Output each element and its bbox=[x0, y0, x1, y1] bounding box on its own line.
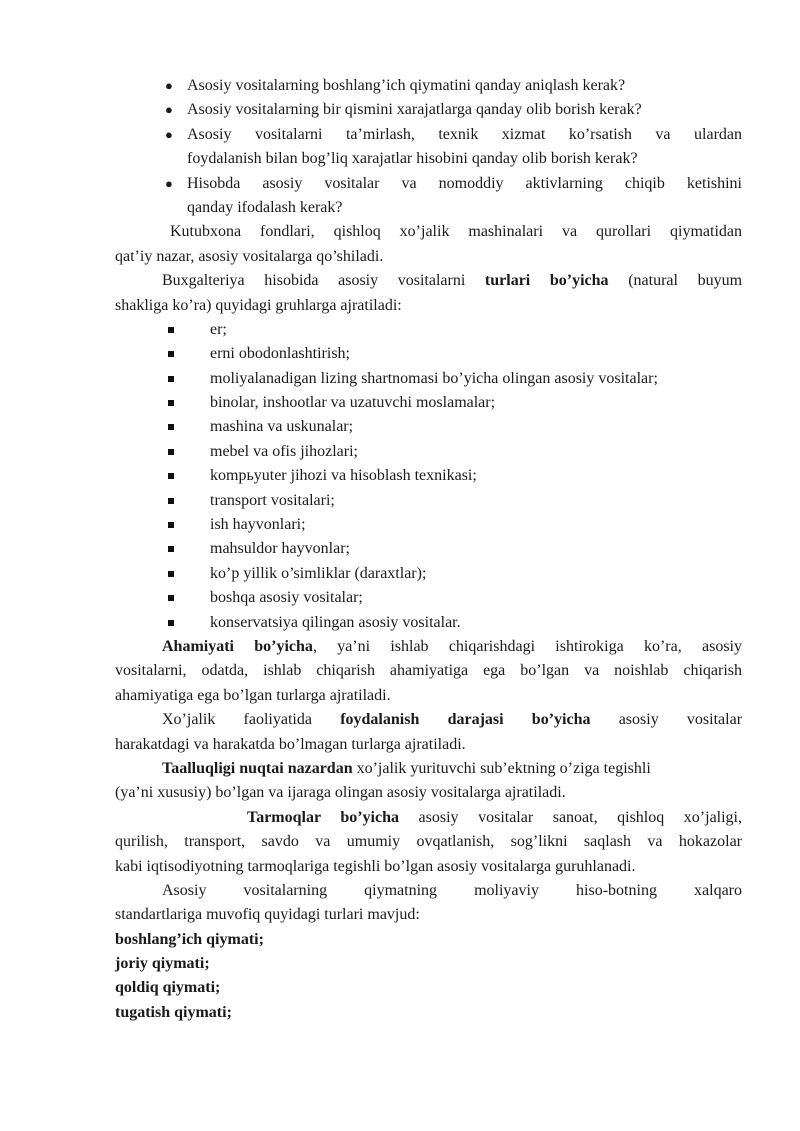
paragraph-ahamiyati bbox=[115, 635, 742, 708]
list-item-text: boshqa asosiy vositalar; bbox=[210, 589, 363, 607]
bold-term: tugatish qiymati; bbox=[115, 1003, 232, 1021]
list-item-text: binolar, inshootlar va uzatuvchi moslamalar; bbox=[210, 394, 496, 412]
list-item bbox=[115, 537, 742, 561]
paragraph-turlari bbox=[115, 269, 742, 318]
bold-term: joriy qiymati; bbox=[115, 955, 210, 973]
square-bullet-icon bbox=[168, 522, 174, 528]
paragraph-line: Asosiy vositalarning qiymatning moliyaviy hiso-botning xalqaro bbox=[162, 881, 742, 899]
square-bullet-icon bbox=[168, 376, 174, 382]
square-bullet-icon bbox=[168, 424, 174, 430]
text-run: (natural buyum bbox=[628, 272, 743, 290]
list-item-text: konservatsiya qilingan asosiy vositalar. bbox=[210, 613, 461, 631]
paragraph-kutubxona bbox=[115, 220, 742, 269]
list-item-continuation bbox=[115, 196, 742, 220]
square-bullet-icon bbox=[168, 400, 174, 406]
paragraph-line bbox=[115, 806, 742, 830]
bullet-dot-icon: ● bbox=[165, 126, 173, 142]
paragraph-line bbox=[115, 635, 742, 659]
list-item bbox=[115, 611, 742, 635]
square-bullet-icon bbox=[168, 449, 174, 455]
bold-term: foydalanish darajasi bo’yicha bbox=[340, 711, 591, 729]
list-item bbox=[115, 489, 742, 513]
paragraph-line: kabi iqtisodiyotning tarmoqlariga tegishli bo’lgan asosiy vositalarga guruhlanadi. bbox=[115, 857, 636, 875]
paragraph-line bbox=[115, 757, 742, 781]
bullet-dot-icon: ● bbox=[165, 78, 173, 93]
paragraph-line: standartlariga muvofiq quyidagi turlari mavjud: bbox=[115, 906, 420, 924]
paragraph-tarmoqlar bbox=[115, 806, 742, 879]
bold-term: turlari bo’yicha bbox=[484, 272, 609, 290]
paragraph-line bbox=[115, 708, 742, 732]
paragraph-line: shakliga ko’ra) quyidagi gruhlarga ajratiladi: bbox=[115, 296, 402, 314]
list-item-text: ish hayvonlari; bbox=[210, 516, 306, 534]
paragraph-foydalanish bbox=[115, 708, 742, 757]
list-item-text: foydalanish bilan bog’liq xarajatlar hisobini qanday olib borish kerak? bbox=[187, 150, 638, 168]
list-item-text: kompьyuter jihozi va hisoblash texnikasi; bbox=[210, 467, 477, 485]
list-item-text: Asosiy vositalarning boshlang’ich qiymatini qanday aniqlash kerak? bbox=[187, 77, 626, 94]
document-page bbox=[115, 74, 742, 1025]
list-item bbox=[115, 391, 742, 415]
paragraph-line: vositalarni, odatda, ishlab chiqarish ahamiyatiga ega bo’lgan va noishlab chiqarish bbox=[115, 662, 742, 680]
list-item-text: mashina va uskunalar; bbox=[210, 418, 354, 436]
list-item-text: Asosiy vositalarni ta’mirlash, texnik xizmat ko’rsatish va ulardan bbox=[187, 125, 742, 143]
bold-term: boshlang’ich qiymati; bbox=[115, 930, 264, 948]
list-item bbox=[115, 562, 742, 586]
list-item-continuation bbox=[115, 147, 742, 171]
list-item-text: Hisobda asosiy vositalar va nomoddiy aktivlarning chiqib ketishini bbox=[187, 174, 742, 192]
square-bullet-icon bbox=[168, 351, 174, 357]
list-item bbox=[115, 440, 742, 464]
list-item bbox=[115, 367, 742, 391]
list-item bbox=[115, 1001, 742, 1025]
list-item-text: erni obodonlashtirish; bbox=[210, 345, 350, 363]
paragraph-line: ahamiyatiga ega bo’lgan turlarga ajratiladi. bbox=[115, 686, 391, 704]
paragraph-line bbox=[115, 269, 742, 293]
list-item bbox=[115, 928, 742, 952]
paragraph-qiymat bbox=[115, 879, 742, 928]
list-item-text: moliyalanadigan lizing shartnomasi bo’yicha olingan asosiy vositalar; bbox=[210, 369, 658, 387]
list-item-text: ko’p yillik o’simliklar (daraxtlar); bbox=[210, 564, 427, 582]
list-item-text: mebel va ofis jihozlari; bbox=[210, 442, 358, 460]
square-bullet-icon bbox=[168, 498, 174, 504]
list-item bbox=[115, 318, 742, 342]
list-item-text: Asosiy vositalarning bir qismini xarajatlarga qanday olib borish kerak? bbox=[187, 101, 642, 119]
list-item-text: mahsuldor hayvonlar; bbox=[210, 540, 350, 558]
text-run: , ya’ni ishlab chiqarishdagi ishtirokiga ko’ra, asosiy bbox=[312, 637, 743, 655]
list-item bbox=[115, 342, 742, 366]
list-item bbox=[115, 976, 742, 1000]
list-item bbox=[115, 172, 742, 196]
square-bullet-icon bbox=[168, 327, 174, 333]
square-bullet-icon bbox=[168, 546, 174, 552]
questions-list bbox=[115, 74, 742, 220]
paragraph-line: Kutubxona fondlari, qishloq xo’jalik mashinalari va qurollari qiymatidan bbox=[170, 223, 742, 241]
text-run: Buxgalteriya hisobida asosiy vositalarni bbox=[162, 272, 466, 290]
value-types-list bbox=[115, 928, 742, 1026]
text-run: Xo’jalik faoliyatida bbox=[162, 711, 312, 729]
paragraph-line: harakatdagi va harakatda bo’lmagan turlarga ajratiladi. bbox=[115, 735, 466, 753]
square-bullet-icon bbox=[168, 473, 174, 479]
text-run: xo’jalik yurituvchi sub’ektning o’ziga tegishli bbox=[352, 759, 651, 777]
text-run: asosiy vositalar sanoat, qishloq xo’jaligi, bbox=[418, 808, 742, 826]
list-item bbox=[115, 586, 742, 610]
paragraph-line: (ya’ni xususiy) bo’lgan va ijaraga olingan asosiy vositalarga ajratiladi. bbox=[115, 784, 566, 802]
list-item bbox=[115, 415, 742, 439]
square-bullet-icon bbox=[168, 620, 174, 626]
bold-term: Tarmoqlar bo’yicha bbox=[247, 808, 399, 826]
bold-term: Taalluqligi nuqtai nazardan bbox=[162, 759, 353, 777]
bold-term: Ahamiyati bo’yicha bbox=[162, 637, 313, 655]
list-item bbox=[115, 464, 742, 488]
list-item bbox=[115, 952, 742, 976]
list-item-text: er; bbox=[210, 320, 227, 338]
list-item bbox=[115, 98, 742, 122]
list-item bbox=[115, 123, 742, 147]
asset-types-list bbox=[115, 318, 742, 635]
bullet-dot-icon: ● bbox=[165, 102, 173, 118]
bullet-dot-icon: ● bbox=[165, 175, 173, 191]
list-item-text: qanday ifodalash kerak? bbox=[187, 198, 343, 216]
square-bullet-icon bbox=[168, 571, 174, 577]
list-item bbox=[115, 513, 742, 537]
square-bullet-icon bbox=[168, 595, 174, 601]
paragraph-line: qat’iy nazar, asosiy vositalarga qo’shiladi. bbox=[115, 247, 384, 265]
paragraph-line: qurilish, transport, savdo va umumiy ovqatlanish, sog’likni saqlash va hokazolar bbox=[115, 833, 742, 851]
list-item-text: transport vositalari; bbox=[210, 491, 335, 509]
text-run: asosiy vositalar bbox=[618, 711, 743, 729]
bold-term: qoldiq qiymati; bbox=[115, 979, 221, 997]
paragraph-taalluqligi bbox=[115, 757, 742, 806]
list-item bbox=[115, 74, 742, 98]
